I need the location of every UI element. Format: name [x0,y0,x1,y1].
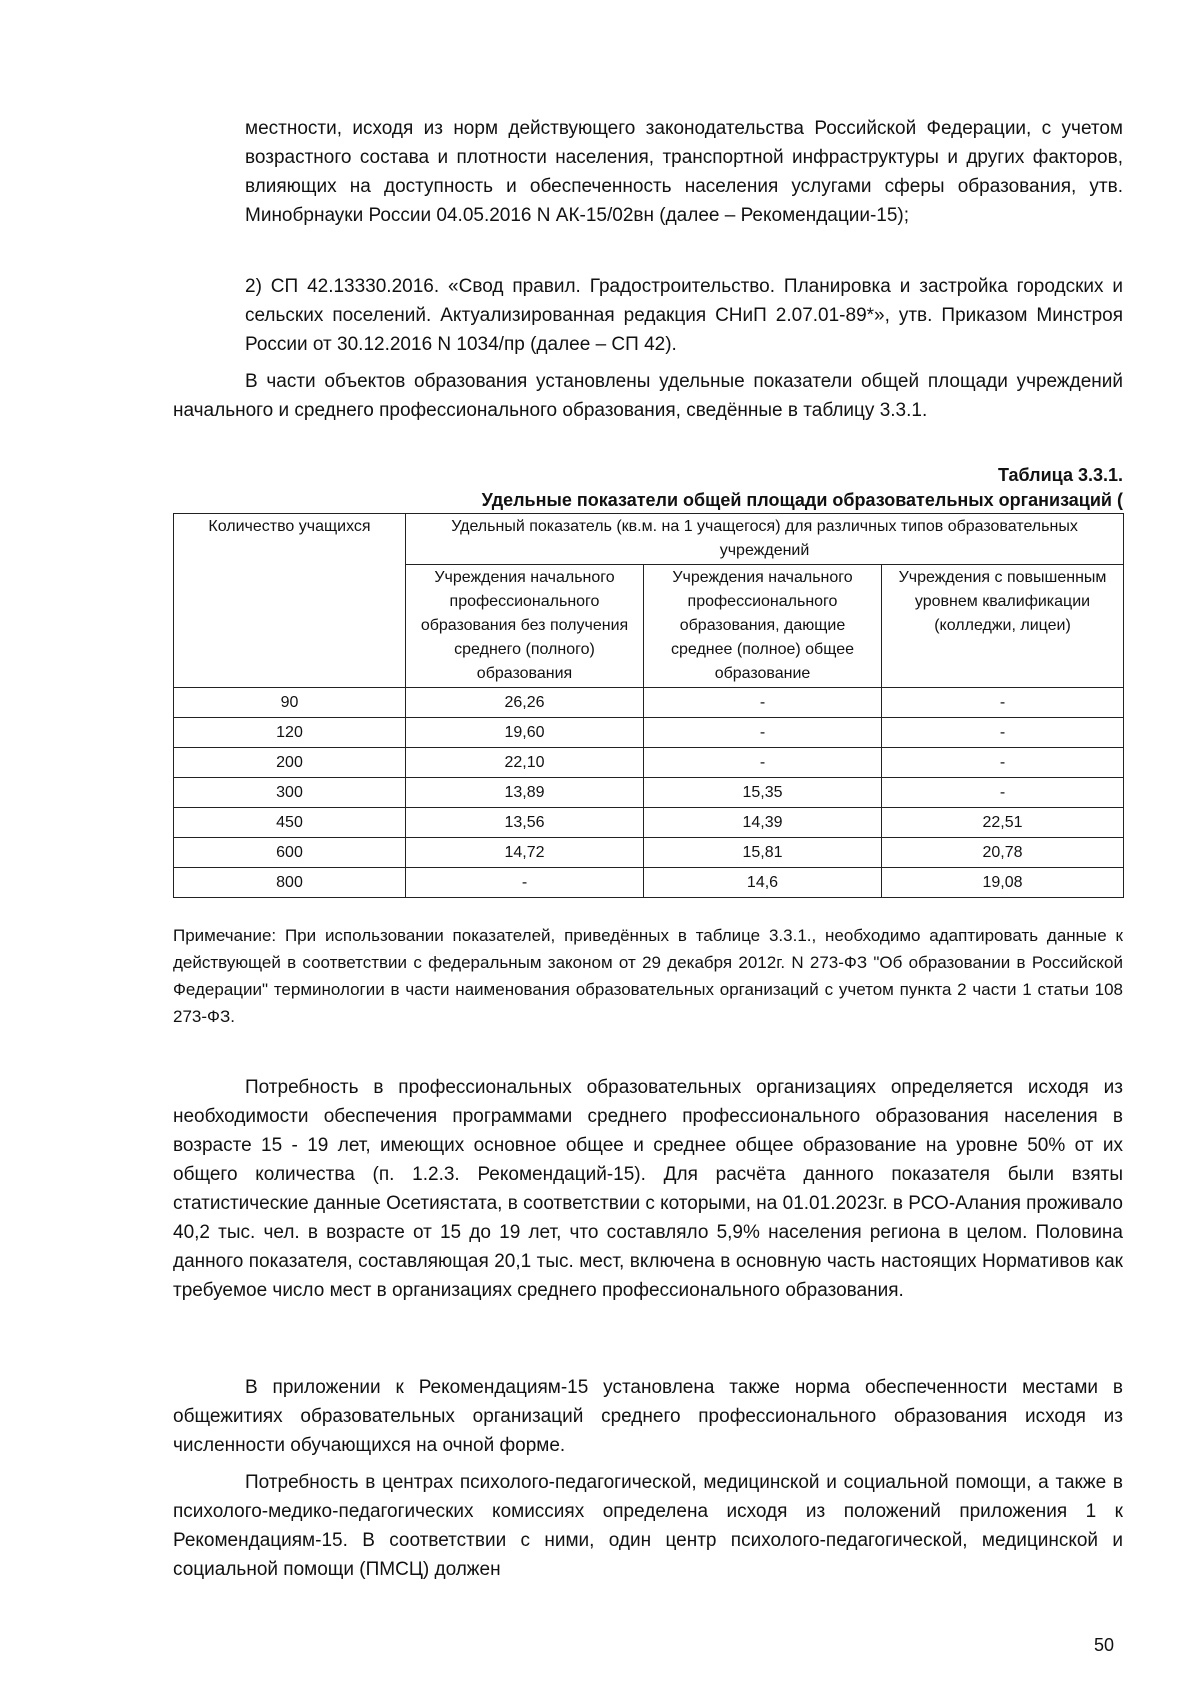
paragraph-dormitories: В приложении к Рекомендациям-15 установлена также норма обеспеченности местами в общежитиях образовательных организаций среднего профессионального образования исходя из численности обучающихся на очной форме. [173,1377,1123,1456]
header-student-count: Количество учащихся [174,514,406,688]
cell-count: 300 [174,778,406,808]
cell-col2: - [644,718,882,748]
page-number: 50 [1094,1635,1115,1655]
table-title: Удельные показатели общей площади образовательных организаций ( [481,490,1123,510]
cell-col2: - [644,688,882,718]
paragraph-pmsc-centers: Потребность в центрах психолого-педагогической, медицинской и социальной помощи, а также в психолого-медико-педагогических комиссиях определена исходя из положений приложения 1 к Рекомендациям-15. В соответствии с ними, один центр психолого-педагогической, медицинской и социальной помощи (ПМСЦ) должен [173,1472,1123,1580]
table-note: Примечание: При использовании показателей, приведённых в таблице 3.3.1., необходимо адаптировать данные к действующей в соответствии с федеральным законом от 29 декабря 2012г. N 273-ФЗ "Об образовании в Российской Федерации" терминологии в части наименования образовательных организаций с учетом пункта 2 части 1 статьи 108 273-ФЗ. [173,926,1123,1026]
cell-col1: 22,10 [406,748,644,778]
cell-col3: - [882,688,1124,718]
table-row [174,718,1124,748]
table-row [174,868,1124,898]
table-row [174,808,1124,838]
cell-count: 800 [174,868,406,898]
cell-col2: 15,35 [644,778,882,808]
cell-col1: 14,72 [406,838,644,868]
cell-col3: - [882,778,1124,808]
cell-count: 120 [174,718,406,748]
cell-col2: - [644,748,882,778]
cell-count: 90 [174,688,406,718]
paragraph-list-item-1-continuation: местности, исходя из норм действующего законодательства Российской Федерации, с учетом возрастного состава и плотности населения, транспортной инфраструктуры и других факторов, влияющих на доступность и обеспеченность населения услугами сферы образования, утв. Минобрнауки России 04.05.2016 N АК-15/02вн (далее – Рекомендации-15); [245,118,1123,226]
paragraph-list-item-2: 2) СП 42.13330.2016. «Свод правил. Градостроительство. Планировка и застройка городских и сельских поселений. Актуализированная редакция СНиП 2.07.01-89*», утв. Приказом Минстроя России от 30.12.2016 N 1034/пр (далее – СП 42). [245,276,1123,355]
header-col-initial-without-secondary: Учреждения начального профессионального образования без получения среднего (полного) образования [406,565,644,688]
cell-col2: 14,39 [644,808,882,838]
cell-col1: - [406,868,644,898]
cell-col1: 13,89 [406,778,644,808]
table-row [174,688,1124,718]
table-row [174,778,1124,808]
cell-col1: 13,56 [406,808,644,838]
header-indicator-group: Удельный показатель (кв.м. на 1 учащегося) для различных типов образовательных учреждений [406,514,1124,565]
header-col-initial-with-secondary: Учреждения начального профессионального образования, дающие среднее (полное) общее образование [644,565,882,688]
cell-count: 450 [174,808,406,838]
cell-col3: 22,51 [882,808,1124,838]
cell-col3: - [882,748,1124,778]
cell-count: 600 [174,838,406,868]
table-header-row [174,514,1124,565]
specific-area-table [173,513,1124,898]
cell-col3: 19,08 [882,868,1124,898]
cell-count: 200 [174,748,406,778]
table-row [174,838,1124,868]
paragraph-professional-needs: Потребность в профессиональных образовательных организациях определяется исходя из необходимости обеспечения программами среднего профессионального образования населения в возрасте 15 - 19 лет, имеющих основное общее и среднее общее образование на уровне 50% от их общего количества (п. 1.2.3. Рекомендаций-15). Для расчёта данного показателя были взяты статистические данные Осетиястата, в соответствии с которыми, на 01.01.2023г. в РСО-Алания проживало 40,2 тыс. чел. в возрасте от 15 до 19 лет, что составляло 5,9% населения региона в целом. Половина данного показателя, составляющая 20,1 тыс. мест, включена в основную часть настоящих Нормативов как требуемое число мест в организациях среднего профессионального образования. [173,1077,1123,1301]
cell-col2: 15,81 [644,838,882,868]
cell-col2: 14,6 [644,868,882,898]
paragraph-table-intro: В части объектов образования установлены удельные показатели общей площади учреждений начального и среднего профессионального образования, сведённые в таблицу 3.3.1. [173,371,1123,421]
table-number: Таблица 3.3.1. [997,465,1123,485]
table-row [174,748,1124,778]
cell-col1: 26,26 [406,688,644,718]
cell-col3: - [882,718,1124,748]
cell-col1: 19,60 [406,718,644,748]
cell-col3: 20,78 [882,838,1124,868]
header-col-colleges-lyceums: Учреждения с повышенным уровнем квалификации (колледжи, лицеи) [882,565,1124,688]
